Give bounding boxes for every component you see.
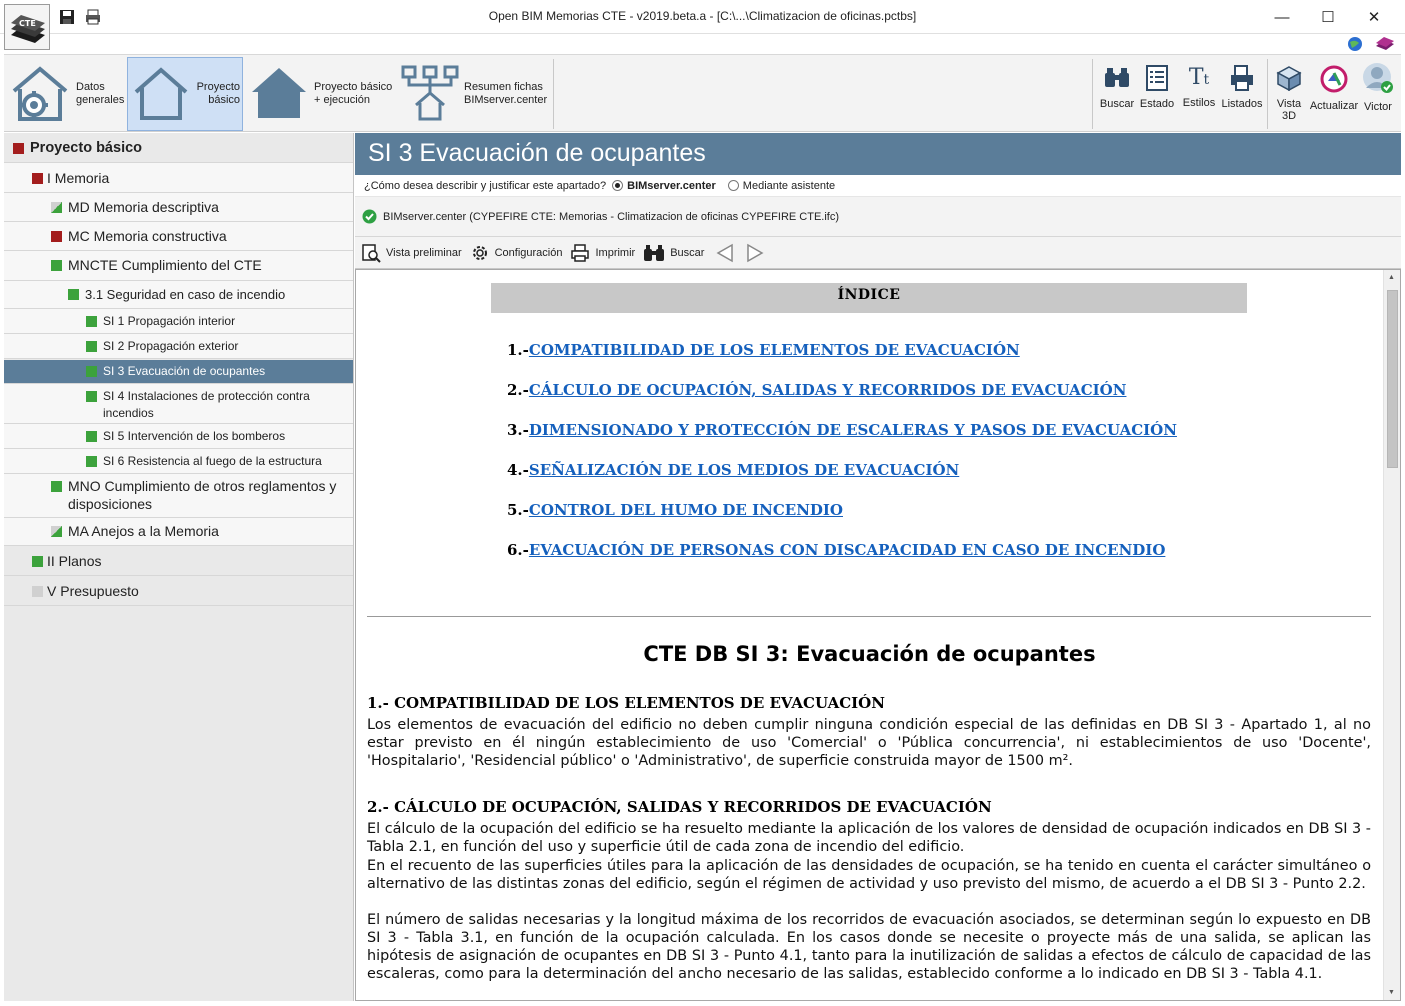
estilos-button[interactable] xyxy=(1179,57,1219,131)
status-green-icon xyxy=(86,366,97,377)
preview-label: Vista preliminar xyxy=(386,246,462,259)
tree-item-si3[interactable] xyxy=(4,360,353,384)
actualizar-label: Actualizar xyxy=(1309,100,1359,112)
ribbon-toolbar xyxy=(4,54,1401,132)
user-button[interactable] xyxy=(1359,57,1397,131)
buscar-label: Buscar xyxy=(1099,98,1135,110)
status-green-icon xyxy=(51,481,62,492)
tree-item-label: SI 3 Evacuación de ocupantes xyxy=(103,364,266,378)
divider xyxy=(367,616,1371,617)
title-bar xyxy=(0,0,1405,34)
content-panel xyxy=(355,133,1401,1001)
question-label: ¿Cómo desea describir y justificar este apartado? xyxy=(364,179,607,192)
document-toolbar xyxy=(355,237,1401,269)
tree-item-label: MC Memoria constructiva xyxy=(68,228,227,244)
proyecto-basico-label: Proyecto básico xyxy=(196,81,240,106)
index-link[interactable]: CONTROL DEL HUMO DE INCENDIO xyxy=(528,501,843,519)
describe-mode-row xyxy=(355,175,1401,197)
index-title: ÍNDICE xyxy=(491,283,1247,313)
link-status-row xyxy=(355,197,1401,237)
section-1-title: 1.- COMPATIBILIDAD DE LOS ELEMENTOS DE EVACUACIÓN xyxy=(367,694,885,712)
gear-icon xyxy=(470,243,490,263)
minimize-button[interactable]: — xyxy=(1274,8,1290,26)
index-item[interactable]: 3.-DIMENSIONADO Y PROTECCIÓN DE ESCALERAS Y PASOS DE EVACUACIÓN xyxy=(507,421,1177,439)
index-link[interactable]: EVACUACIÓN DE PERSONAS CON DISCAPACIDAD EN CASO DE INCENDIO xyxy=(528,541,1166,559)
section-1-text: Los elementos de evacuación del edificio no deben cumplir ninguna condición especial de las definidas en DB SI 3 - Apartado 1, al no estar previsto en él ningún establecimiento de uso 'Comercial' o 'Pública concurrencia', ni establecimientos de uso 'Docente', 'Hospitalario', 'Residencial público' o 'Administrativo', de superficie construida mayor de 1500 m². xyxy=(367,717,1371,769)
status-green-icon xyxy=(86,341,97,352)
estado-label: Estado xyxy=(1139,98,1175,110)
actualizar-button[interactable] xyxy=(1307,57,1361,131)
preview-icon xyxy=(361,243,381,263)
config-button[interactable] xyxy=(470,243,563,263)
house-filled-icon xyxy=(248,62,310,127)
tree-item-si2[interactable] xyxy=(4,334,353,359)
user-label: Victor xyxy=(1364,101,1392,113)
listados-button[interactable] xyxy=(1218,57,1266,131)
datos-generales-button[interactable] xyxy=(8,57,128,131)
svg-text:CTE: CTE xyxy=(19,19,36,28)
index-link[interactable]: DIMENSIONADO Y PROTECCIÓN DE ESCALERAS Y PASOS DE EVACUACIÓN xyxy=(528,421,1177,439)
tree-item-label: I Memoria xyxy=(47,170,110,186)
section-2-paragraph: El cálculo de la ocupación del edificio se ha resuelto mediante la aplicación de los valores de densidad de ocupación indicados en DB SI 3 - Tabla 2.1, en función del uso y superficie útil de cada zona de incendio del edificio. xyxy=(367,821,1371,855)
binoculars-icon xyxy=(1103,65,1131,94)
section-2-paragraph: El número de salidas necesarias y la longitud máxima de los recorridos de evacuación asociados, se determinan según lo expuesto en DB SI 3 - Tabla 3.1, en función de la ocupación calculada. En los casos donde se necesite o proyecte más de una salida, se aplican las hipótesis de asignación de ocupantes en DB SI 3 - Punto 4.1, tanto para la inutilización de salidas a efectos de cálculo de capacidad de las escaleras, como para la determinación del ancho necesario de las salidas, establecido conforme a lo indicado en DB SI 3 - Tabla 4.1. xyxy=(367,912,1371,982)
link-status-text: BIMserver.center (CYPEFIRE CTE: Memorias - Climatizacion de oficinas CYPEFIRE CTE.ifc) xyxy=(383,210,839,223)
ribbon-separator xyxy=(553,59,554,129)
status-green-icon xyxy=(86,431,97,442)
scroll-up-icon[interactable]: ▲ xyxy=(1388,274,1395,281)
resumen-fichas-label: Resumen fichas BIMserver.center xyxy=(464,81,548,106)
tree-item-label: MNCTE Cumplimiento del CTE xyxy=(68,257,262,273)
ribbon-separator xyxy=(1092,59,1093,129)
index-item[interactable]: 6.-EVACUACIÓN DE PERSONAS CON DISCAPACIDAD EN CASO DE INCENDIO xyxy=(507,541,1166,559)
tree-item-si4[interactable] xyxy=(4,384,353,424)
radio-asistente[interactable] xyxy=(728,180,739,191)
search-label: Buscar xyxy=(670,246,705,259)
proyecto-basico-button[interactable] xyxy=(127,57,243,131)
search-button[interactable] xyxy=(643,243,704,263)
status-green-icon xyxy=(32,556,43,567)
index-item[interactable]: 2.-CÁLCULO DE OCUPACIÓN, SALIDAS Y RECORRIDOS DE EVACUACIÓN xyxy=(507,381,1127,399)
scroll-down-icon[interactable]: ▼ xyxy=(1388,989,1395,996)
app-logo-icon[interactable] xyxy=(4,4,50,50)
status-red-icon xyxy=(51,231,62,242)
document-viewer[interactable] xyxy=(355,269,1401,1001)
print-button[interactable] xyxy=(570,243,635,263)
resumen-fichas-button[interactable] xyxy=(400,57,550,131)
tree-item-mc[interactable] xyxy=(4,222,353,251)
document-title: CTE DB SI 3: Evacuación de ocupantes xyxy=(643,642,1096,666)
estilos-label: Estilos xyxy=(1182,97,1216,109)
buscar-button[interactable] xyxy=(1098,57,1136,131)
vertical-scrollbar[interactable] xyxy=(1383,270,1400,1000)
house-gear-icon xyxy=(8,61,72,128)
tree-item-mno[interactable] xyxy=(4,474,353,518)
vista-3d-label: Vista 3D xyxy=(1276,98,1302,122)
secondary-icon-bar xyxy=(0,34,1405,54)
proyecto-ejecucion-button[interactable] xyxy=(248,57,398,131)
tree-item-label: Proyecto básico xyxy=(30,140,143,156)
listados-label: Listados xyxy=(1221,98,1263,110)
index-item[interactable]: 5.-CONTROL DEL HUMO DE INCENDIO xyxy=(507,501,843,519)
preview-button[interactable] xyxy=(361,243,462,263)
estado-button[interactable] xyxy=(1138,57,1176,131)
tree-item-label: II Planos xyxy=(47,553,102,569)
tree-item-seguridad-incendio[interactable] xyxy=(4,281,353,309)
text-style-icon: Tt xyxy=(1188,65,1210,90)
page-title: SI 3 Evacuación de ocupantes xyxy=(355,133,1401,175)
tree-item-si6[interactable] xyxy=(4,449,353,474)
prev-arrow-icon[interactable] xyxy=(714,242,736,264)
close-button[interactable]: ✕ xyxy=(1367,9,1381,26)
tree-item-presupuesto[interactable] xyxy=(4,576,353,606)
print-list-icon xyxy=(1229,65,1255,94)
next-arrow-icon[interactable] xyxy=(744,242,766,264)
datos-generales-label: Datos generales xyxy=(76,81,125,106)
tree-item-label: V Presupuesto xyxy=(47,583,139,599)
index-item[interactable]: 4.-SEÑALIZACIÓN DE LOS MEDIOS DE EVACUACIÓN xyxy=(507,461,960,479)
status-red-icon xyxy=(32,173,43,184)
document-page xyxy=(356,270,1383,1000)
globe-icon[interactable] xyxy=(1347,36,1363,55)
tree-item-label: MD Memoria descriptiva xyxy=(68,199,219,215)
index-item[interactable]: 1.-COMPATIBILIDAD DE LOS ELEMENTOS DE EVACUACIÓN xyxy=(507,341,1020,359)
tree-item-si1[interactable] xyxy=(4,309,353,334)
status-green-icon xyxy=(86,456,97,467)
tree-item-mncte[interactable] xyxy=(4,251,353,281)
house-outline-icon xyxy=(132,62,190,127)
proyecto-ejecucion-label: Proyecto básico + ejecución xyxy=(314,81,393,106)
config-label: Configuración xyxy=(494,246,563,259)
status-green-icon xyxy=(86,391,97,402)
scrollbar-thumb[interactable] xyxy=(1387,290,1398,468)
refresh-icon xyxy=(1320,65,1348,96)
tree-item-label: SI 1 Propagación interior xyxy=(103,314,236,328)
radio-bimserver[interactable] xyxy=(612,180,623,191)
status-partial-icon xyxy=(51,202,62,213)
index-link[interactable]: SEÑALIZACIÓN DE LOS MEDIOS DE EVACUACIÓN xyxy=(528,461,960,479)
section-2-paragraph: En el recuento de las superficies útiles para la aplicación de las densidades de ocupación, se ha tenido en cuenta el carácter simultáneo o alternativo de las distintas zonas del edificio, según el régimen de actividad y uso previsto del mismo, de acuerdo a el DB SI 3 - Punto 2.2. xyxy=(367,858,1371,892)
checklist-icon xyxy=(1145,65,1169,94)
window-title: Open BIM Memorias CTE - v2019.beta.a - [C:\...\Climatizacion de oficinas.pctbs] xyxy=(488,9,917,23)
tree-item-md[interactable] xyxy=(4,193,353,222)
print-label: Imprimir xyxy=(595,246,636,259)
vista-3d-button[interactable] xyxy=(1270,57,1308,131)
radio-asistente-label[interactable]: Mediante asistente xyxy=(742,179,836,192)
tree-item-label: SI 6 Resistencia al fuego de la estructura xyxy=(103,454,322,468)
project-tree xyxy=(4,133,354,1001)
check-circle-icon xyxy=(362,209,377,224)
tree-item-memoria[interactable] xyxy=(4,163,353,193)
tree-item-ma[interactable] xyxy=(4,518,353,546)
printer-icon xyxy=(570,243,590,263)
status-grey-icon xyxy=(32,586,43,597)
status-red-icon xyxy=(13,143,24,154)
section-2-title: 2.- CÁLCULO DE OCUPACIÓN, SALIDAS Y RECORRIDOS DE EVACUACIÓN xyxy=(367,798,992,816)
user-avatar-icon xyxy=(1362,62,1394,97)
index-link[interactable]: CÁLCULO DE OCUPACIÓN, SALIDAS Y RECORRIDOS DE EVACUACIÓN xyxy=(528,381,1127,399)
tree-item-proyecto-basico[interactable] xyxy=(4,133,353,163)
tree-item-label: SI 2 Propagación exterior xyxy=(103,339,239,353)
tree-item-label: SI 4 Instalaciones de protección contra incendios xyxy=(103,389,310,420)
radio-bimserver-label[interactable]: BIMserver.center xyxy=(627,179,716,192)
books-icon[interactable] xyxy=(1374,36,1396,55)
index-link[interactable]: COMPATIBILIDAD DE LOS ELEMENTOS DE EVACUACIÓN xyxy=(528,341,1020,359)
ribbon-separator xyxy=(1267,59,1268,129)
tree-item-label: SI 5 Intervención de los bomberos xyxy=(103,429,286,443)
network-house-icon xyxy=(400,61,460,128)
tree-item-label: MNO Cumplimiento de otros reglamentos y disposiciones xyxy=(68,478,337,512)
cube-icon xyxy=(1276,65,1302,94)
maximize-button[interactable]: ☐ xyxy=(1321,9,1335,26)
tree-item-label: 3.1 Seguridad en caso de incendio xyxy=(85,287,286,302)
tree-item-label: MA Anejos a la Memoria xyxy=(68,523,219,539)
status-green-icon xyxy=(51,260,62,271)
tree-item-planos[interactable] xyxy=(4,546,353,576)
tree-item-si5[interactable] xyxy=(4,424,353,449)
binoculars-icon xyxy=(643,243,665,263)
status-green-icon xyxy=(68,289,79,300)
status-green-icon xyxy=(86,316,97,327)
status-partial-icon xyxy=(51,526,62,537)
